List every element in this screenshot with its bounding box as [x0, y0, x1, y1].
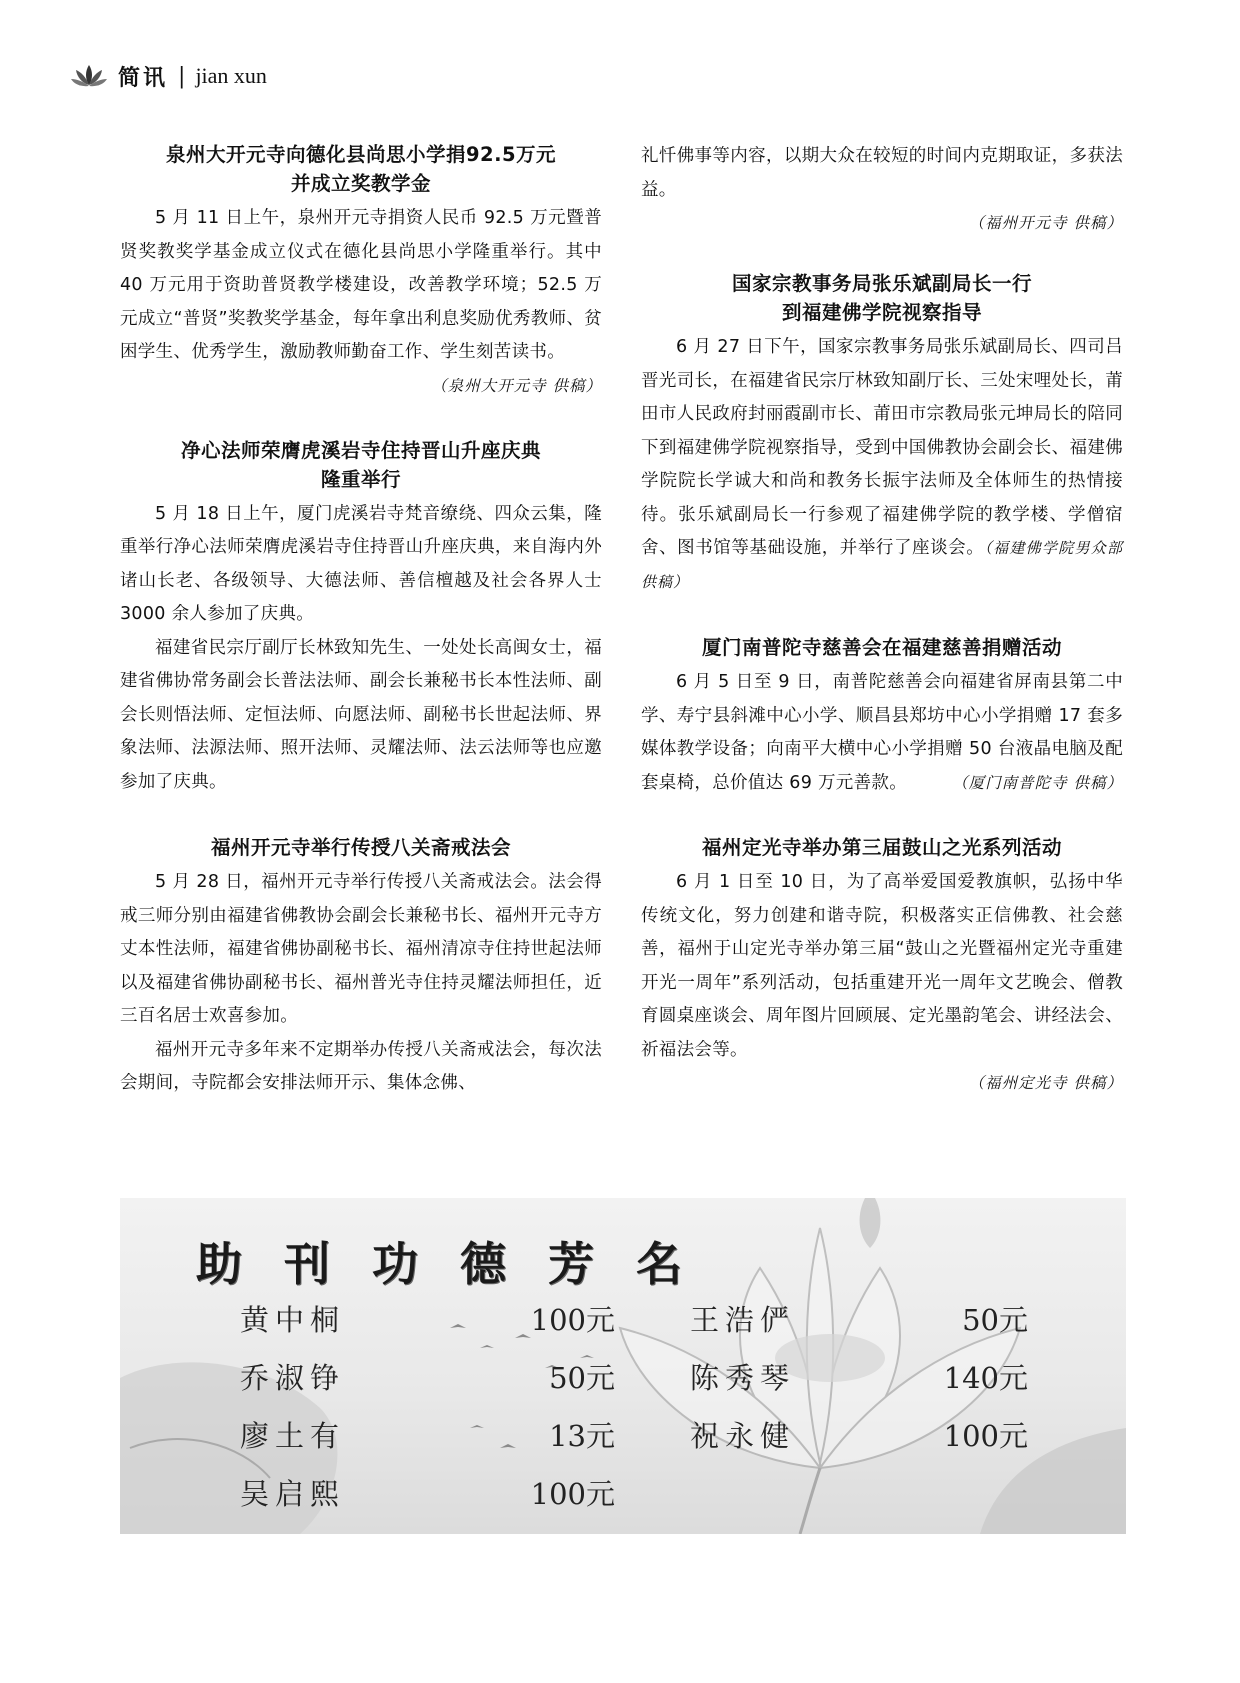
donor-entry — [690, 1298, 1028, 1339]
donor-panel — [120, 1198, 1126, 1534]
paragraph-text: 6 月 27 日下午，国家宗教事务局张乐斌副局长、四司吕晋光司长，在福建省民宗厅林致知副厅长、三处宋哩处长，莆田市人民政府封丽霞副市长、莆田市宗教局张元坤局长的陪同下到福建佛学院视察指导，受到中国佛教协会副会长、福建佛学院院长学诚大和尚和教务长振宇法师及全体师生的热情接待。张乐斌副局长一行参观了福建佛学院的教学楼、学僧宿舍、图书馆等基础设施，并举行了座谈会。 — [641, 337, 1123, 558]
article-source: （福州开元寺 供稿） — [968, 214, 1123, 232]
article-title — [120, 140, 602, 198]
donor-amount: 100元 — [530, 1477, 615, 1511]
article-source: （福建佛学院男众部 供稿） — [641, 539, 1123, 591]
donor-amount: 50元 — [962, 1303, 1028, 1337]
article-continuation — [641, 140, 1123, 239]
article-fuzhou-kaiyuan-precepts — [120, 833, 602, 1101]
title-line: 隆重举行 — [320, 467, 401, 491]
article-nanputuo-charity — [641, 633, 1123, 799]
lotus-icon — [70, 63, 108, 89]
left-column — [120, 140, 602, 1135]
donor-entry — [240, 1414, 615, 1455]
donor-entry — [240, 1298, 615, 1339]
donor-name: 吴启熙 — [240, 1477, 346, 1511]
donor-name: 乔淑铮 — [240, 1361, 346, 1395]
header-divider: | — [178, 63, 186, 89]
article-paragraph — [641, 331, 1123, 599]
title-line: 泉州大开元寺向德化县尚思小学捐92.5万元 — [165, 143, 557, 166]
donor-amount: 50元 — [549, 1361, 615, 1395]
page-header — [70, 58, 267, 94]
title-line: 净心法师荣膺虎溪岩寺住持晋山升座庆典 — [180, 438, 541, 462]
section-pinyin: jian xun — [195, 63, 267, 88]
article-paragraph: 6 月 1 日至 10 日，为了高举爱国爱教旗帜，弘扬中华传统文化，努力创建和谐寺院，积极落实正信佛教、社会慈善，福州于山定光寺举办第三届“鼓山之光暨福州定光寺重建开光一周年”系列活动，包括重建开光一周年文艺晚会、僧教育圆桌座谈会、周年图片回顾展、定光墨韵笔会、讲经法会、祈福法会等。 — [641, 872, 1123, 1060]
donor-amount: 100元 — [530, 1303, 615, 1337]
title-line: 到福建佛学院视察指导 — [781, 301, 982, 324]
article-title — [120, 436, 602, 494]
right-column — [641, 140, 1123, 1133]
article-dingguang-activities — [641, 833, 1123, 1099]
article-paragraph: 福建省民宗厅副厅长林致知先生、一处处长高闽女士，福建省佛协常务副会长普法法师、副会长兼秘书长本性法师、副会长则悟法师、定恒法师、向愿法师、副秘书长世起法师、界象法师、法源法师、照开法师、灵耀法师、法云法师等也应邀参加了庆典。 — [120, 637, 602, 792]
section-title: 简讯 — [118, 64, 169, 91]
title-line: 厦门南普陀寺慈善会在福建慈善捐赠活动 — [701, 636, 1062, 659]
title-line: 福州开元寺举行传授八关斋戒法会 — [210, 836, 511, 859]
article-paragraph: 5 月 18 日上午，厦门虎溪岩寺梵音缭绕、四众云集，隆重举行净心法师荣膺虎溪岩寺住持晋山升座庆典，来自海内外诸山长老、各级领导、大德法师、善信檀越及社会各界人士 3000 余人参加了庆典。 — [120, 503, 602, 624]
title-line: 并成立奖教学金 — [290, 172, 431, 195]
donor-panel-title: 助刊功德芳名 — [196, 1237, 724, 1291]
article-paragraph: 礼忏佛事等内容，以期大众在较短的时间内克期取证，多获法益。 — [641, 146, 1123, 200]
donor-entry — [690, 1356, 1028, 1397]
donor-entry — [240, 1472, 615, 1513]
title-line: 福州定光寺举办第三届鼓山之光系列活动 — [701, 836, 1062, 859]
article-quanzhou-donation — [120, 140, 602, 402]
donor-entry — [240, 1356, 615, 1397]
article-huxiyan-ceremony — [120, 436, 602, 800]
title-line: 国家宗教事务局张乐斌副局长一行 — [731, 272, 1032, 295]
article-sara-visit — [641, 269, 1123, 599]
article-source: （厦门南普陀寺 供稿） — [952, 774, 1123, 792]
article-source: （福州定光寺 供稿） — [968, 1074, 1123, 1092]
article-paragraph: 6 月 5 日至 9 日，南普陀慈善会向福建省屏南县第二中学、寿宁县斜滩中心小学、顺昌县郑坊中心小学捐赠 17 套多媒体教学设备；向南平大横中心小学捐赠 50 台液晶电脑及配套桌椅，总价值达 69 万元善款。 — [641, 672, 1123, 793]
article-paragraph: 福州开元寺多年来不定期举办传授八关斋戒法会，每次法会期间，寺院都会安排法师开示、集体念佛、 — [120, 1039, 602, 1093]
donor-amount: 100元 — [943, 1419, 1028, 1453]
article-title — [641, 269, 1123, 327]
donor-amount: 13元 — [549, 1419, 615, 1453]
article-title — [120, 833, 602, 862]
donor-entry — [690, 1414, 1028, 1455]
donor-name: 祝永健 — [690, 1419, 796, 1453]
donor-name: 黄中桐 — [240, 1303, 346, 1337]
donor-name: 廖土有 — [240, 1419, 346, 1453]
article-title — [641, 633, 1123, 662]
donor-name: 陈秀琴 — [690, 1361, 796, 1395]
article-source: （泉州大开元寺 供稿） — [431, 376, 602, 395]
article-title — [641, 833, 1123, 862]
donor-name: 王浩俨 — [690, 1303, 796, 1337]
donor-amount: 140元 — [943, 1361, 1028, 1395]
article-paragraph: 5 月 11 日上午，泉州开元寺捐资人民币 92.5 万元暨普贤奖教奖学基金成立仪式在德化县尚思小学隆重举行。其中 40 万元用于资助普贤教学楼建设，改善教学环境；52.5 万元成立“普贤”奖教奖学基金，每年拿出利息奖励优秀教师、贫困学生、优秀学生，激励教师勤奋工作、学生刻苦读书。 — [120, 208, 602, 362]
article-paragraph: 5 月 28 日，福州开元寺举行传授八关斋戒法会。法会得戒三师分别由福建省佛教协会副会长兼秘书长、福州开元寺方丈本性法师，福建省佛协副秘书长、福州清凉寺住持世起法师以及福建省佛协副秘书长、福州普光寺住持灵耀法师担任，近三百名居士欢喜参加。 — [120, 872, 602, 1026]
